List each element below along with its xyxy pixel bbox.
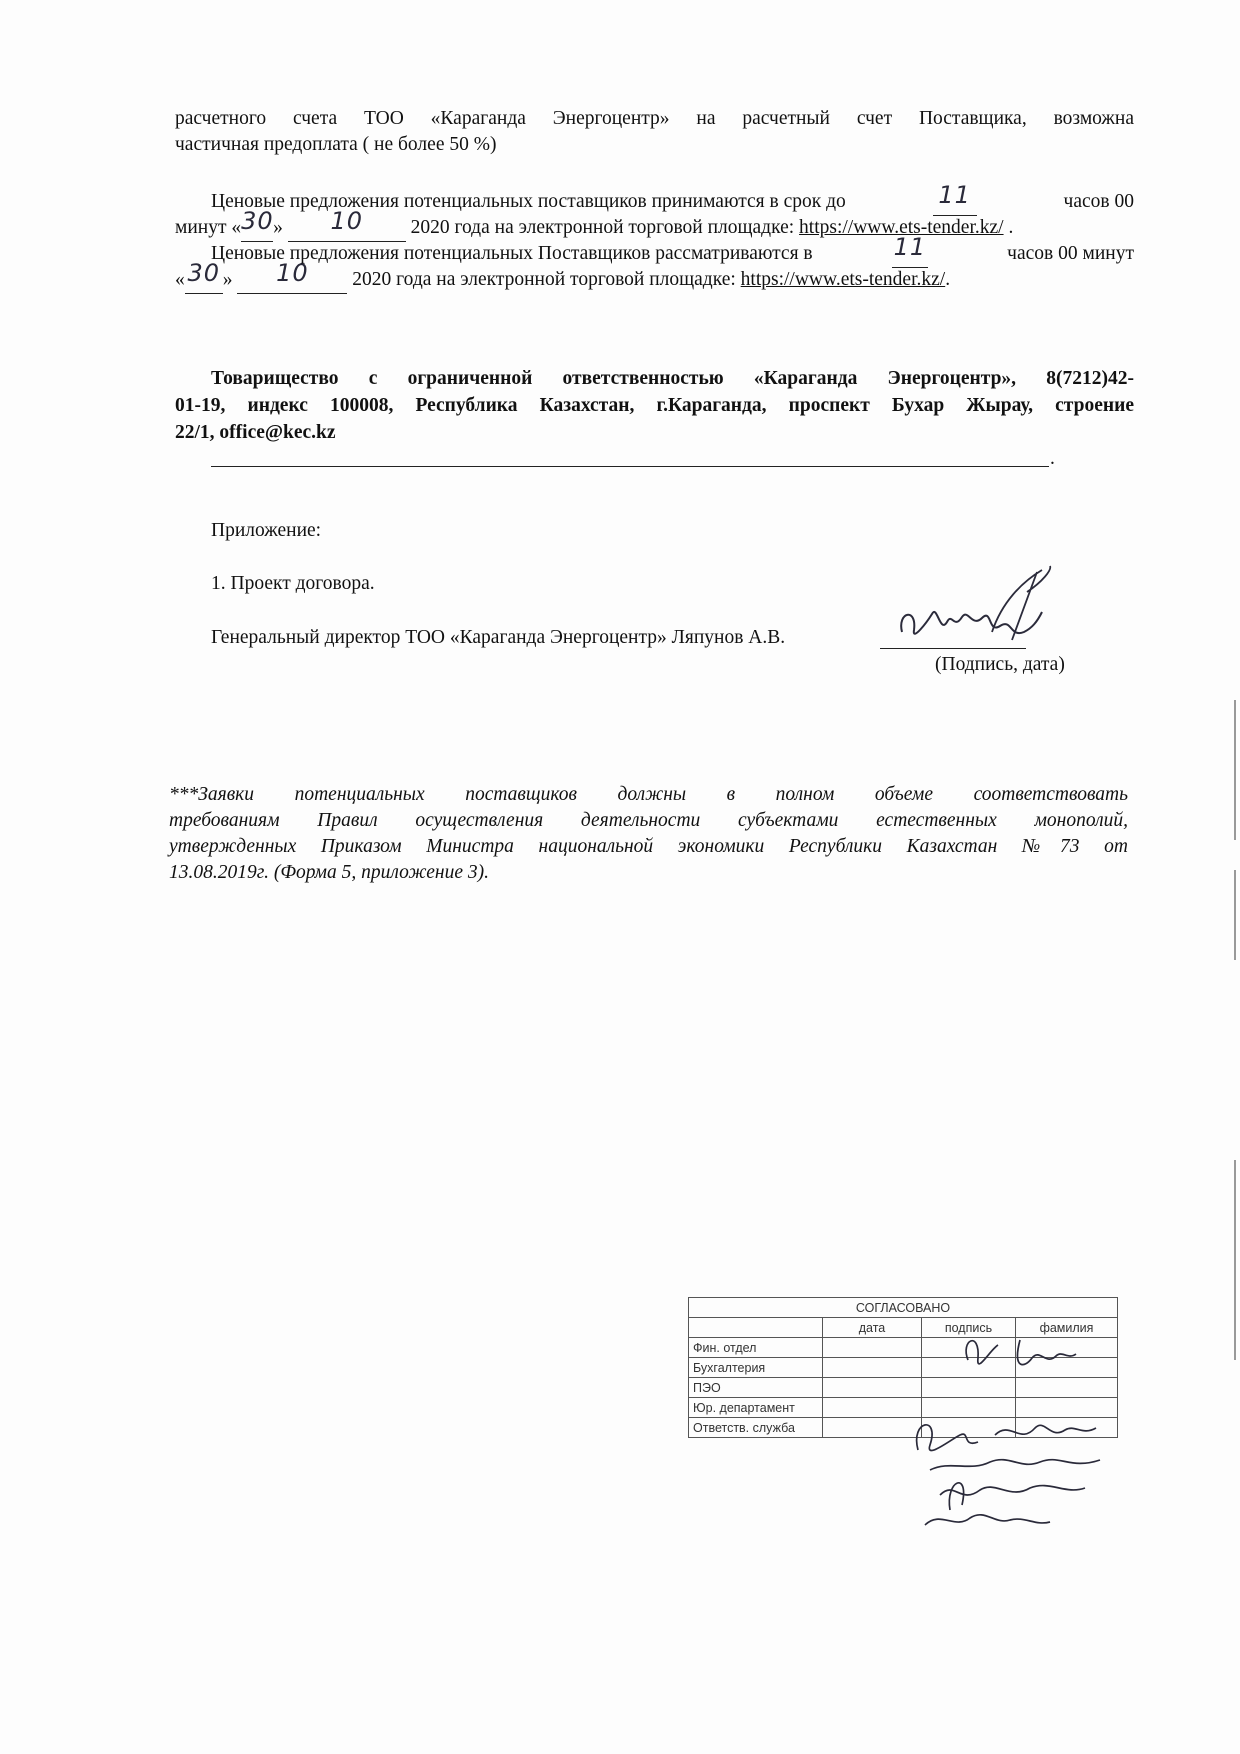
director-signature-image [892,562,1062,652]
accept-period: . [1008,217,1014,238]
stamp-row-label: Ответств. служба [689,1418,823,1438]
accept-hour-handwritten: 11 [938,181,971,209]
review-period: . [945,269,951,290]
review-hour-handwritten: 11 [893,233,927,261]
scan-edge-mark [1234,870,1236,960]
stamp-row-label: ПЭО [689,1378,823,1398]
stamp-col-blank [689,1318,823,1338]
signature-line-text: Генеральный директор ТОО «Караганда Энергоцентр» Ляпунов А.В. [211,627,786,648]
review-quote-close: » [222,269,233,290]
org-address-line2: 01-19, индекс 100008, Республика Казахстан, г.Караганда, проспект Бухар Жырау, строение [175,395,1134,416]
signature-caption: (Подпись, дата) [935,654,1065,675]
accept-day-handwritten: 30 [241,207,274,235]
note-line4: 13.08.2019г. (Форма 5, приложение 3). [169,862,489,883]
scan-edge-mark [1234,700,1236,840]
accept-platform-text: 2020 года на электронной торговой площадке: [410,217,795,238]
accept-text-a: Ценовые предложения потенциальных поставщиков принимаются в срок до [211,191,846,212]
stamp-row-label: Юр. департамент [689,1398,823,1418]
note-line1: ***Заявки потенциальных поставщиков должны в полном объеме соответствовать [169,784,1128,805]
stamp-row-label: Бухгалтерия [689,1358,823,1378]
review-day-handwritten: 30 [187,259,221,287]
stamp-approval-signatures-image [900,1320,1140,1550]
review-day-field [185,259,223,294]
scan-edge-mark [1234,1160,1236,1360]
review-month-field [237,259,347,294]
stamp-row-label: Фин. отдел [689,1338,823,1358]
review-month-handwritten: 10 [276,259,309,287]
review-text-b: часов 00 минут [1007,243,1134,264]
accept-month-handwritten: 10 [330,207,363,235]
accept-quote-close: » [273,217,283,238]
org-address-line1: Товарищество с ограниченной ответственностью «Караганда Энергоцентр», 8(7212)42- [211,368,1134,389]
stamp-col-date: дата [823,1318,922,1338]
org-underline-period: . [1050,448,1055,469]
review-platform-text: 2020 года на электронной торговой площадке: [352,269,736,290]
payment-paragraph-line2: частичная предоплата ( не более 50 %) [175,134,497,155]
stamp-col-surname: фамилия [1016,1318,1118,1338]
org-underline [211,466,1049,467]
note-line2: требованиям Правил осуществления деятельности субъектами естественных монополий, [169,810,1128,831]
review-paragraph-line2 [175,259,951,294]
review-text-a: Ценовые предложения потенциальных Поставщиков рассматриваются в [211,243,813,264]
accept-url-link[interactable]: https://www.ets-tender.kz/ [799,217,1004,238]
accept-minutes-text: минут « [175,217,242,238]
org-address-line3: 22/1, office@kec.kz [175,422,336,443]
stamp-col-signature: подпись [922,1318,1016,1338]
stamp-title: СОГЛАСОВАНО [689,1298,1118,1318]
appendix-item: 1. Проект договора. [211,573,375,594]
review-url-link[interactable]: https://www.ets-tender.kz/ [740,269,946,290]
note-line3: утвержденных Приказом Министра национальной экономики Республики Казахстан №73 от [169,836,1128,857]
appendix-label: Приложение: [211,520,322,541]
accept-text-b: часов 00 [1063,191,1134,212]
payment-paragraph-line1: расчетного счета ТОО «Караганда Энергоцентр» на расчетный счет Поставщика, возможна [175,108,1134,129]
review-quote-open: « [175,269,185,290]
